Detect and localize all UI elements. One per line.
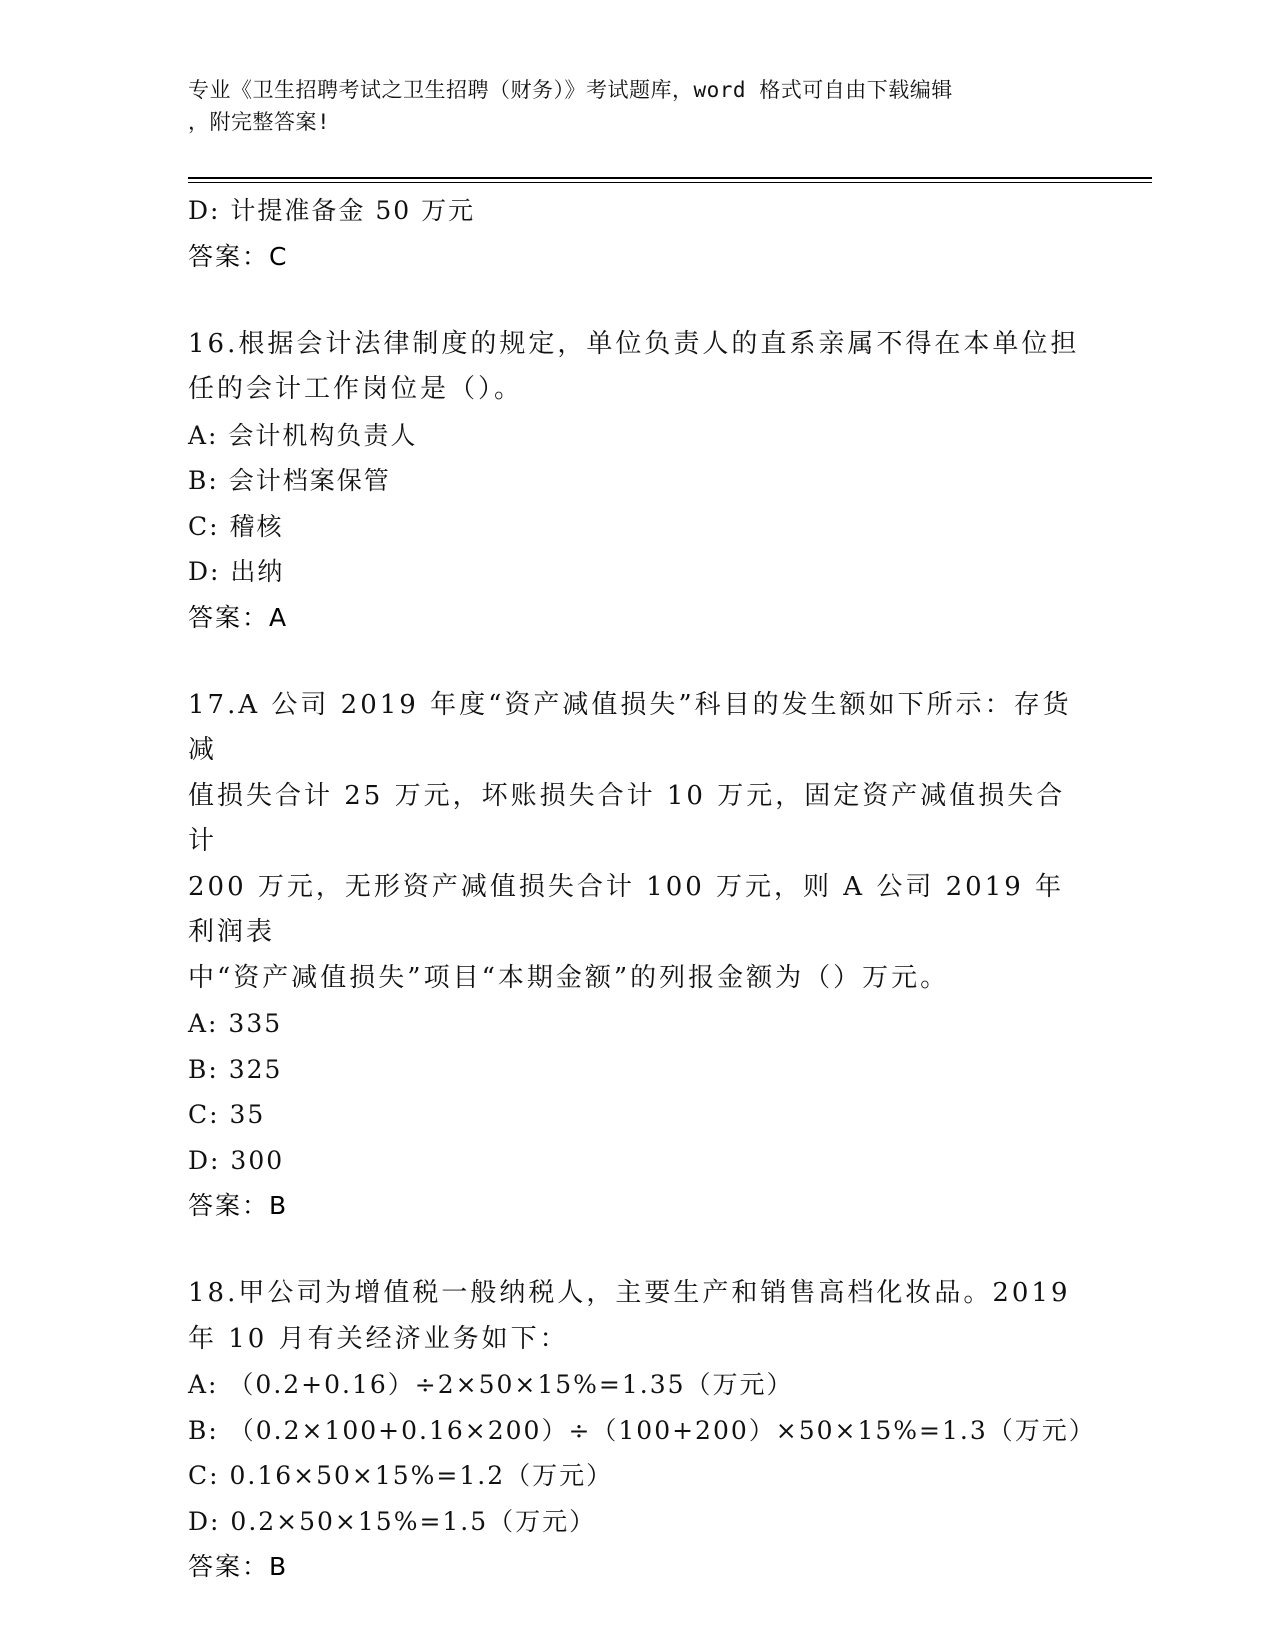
option-c: C: 35 — [188, 1100, 266, 1129]
option-c: C: 0.16×50×15%=1.2（万元） — [188, 1461, 614, 1490]
option-d: D: 出纳 — [188, 557, 285, 586]
question-text-line: 任的会计工作岗位是（）。 — [188, 374, 524, 404]
option-b: B: 会计档案保管 — [188, 466, 391, 495]
question-text-line: 18.甲公司为增值税一般纳税人，主要生产和销售高档化妆品。2019 — [188, 1278, 1071, 1308]
option-d: D: 300 — [188, 1145, 285, 1175]
page-header — [188, 74, 1068, 138]
question-17 — [188, 683, 1088, 1230]
question-18 — [188, 1271, 1096, 1590]
question-text-line: 中“资产减值损失”项目“本期金额”的列报金额为（）万元。 — [188, 962, 950, 993]
option-c: C: 稽核 — [188, 511, 284, 541]
option-a: A: 会计机构负责人 — [188, 420, 418, 450]
question-text-line: 年 10 月有关经济业务如下： — [188, 1323, 569, 1354]
header-line-2: ，附完整答案! — [188, 110, 331, 134]
header-rule-thick — [188, 177, 1152, 179]
answer-line: 答案：C — [188, 241, 289, 271]
option-d: D: 0.2×50×15%=1.5（万元） — [188, 1506, 597, 1536]
answer-line: 答案：B — [188, 1191, 289, 1220]
question-text-line: 值损失合计 25 万元，坏账损失合计 10 万元，固定资产减值损失合计 — [188, 780, 1066, 856]
answer-line: 答案：A — [188, 602, 289, 632]
question-text-line: 200 万元，无形资产减值损失合计 100 万元，则 A 公司 2019 年利润表 — [188, 871, 1065, 947]
question-16 — [188, 322, 1088, 641]
previous-question-tail — [188, 188, 1088, 280]
question-text-line: 17.A 公司 2019 年度“资产减值损失”科目的发生额如下所示：存货减 — [188, 689, 1072, 765]
question-text-line: 16.根据会计法律制度的规定，单位负责人的直系亲属不得在本单位担 — [188, 328, 1080, 359]
question-content — [188, 188, 1096, 1590]
option-d: D: 计提准备金 50 万元 — [188, 196, 476, 225]
option-b: B: 325 — [188, 1054, 283, 1084]
answer-line: 答案：B — [188, 1552, 289, 1581]
header-line-1: 专业《卫生招聘考试之卫生招聘（财务）》考试题库，word 格式可自由下载编辑 — [188, 78, 953, 102]
option-a: A: 335 — [188, 1009, 283, 1038]
option-a: A: （0.2+0.16）÷2×50×15%=1.35（万元） — [188, 1370, 794, 1399]
option-b: B: （0.2×100+0.16×200）÷（100+200）×50×15%=1.3（万元） — [188, 1415, 1096, 1445]
header-rule-thin — [188, 182, 1152, 183]
